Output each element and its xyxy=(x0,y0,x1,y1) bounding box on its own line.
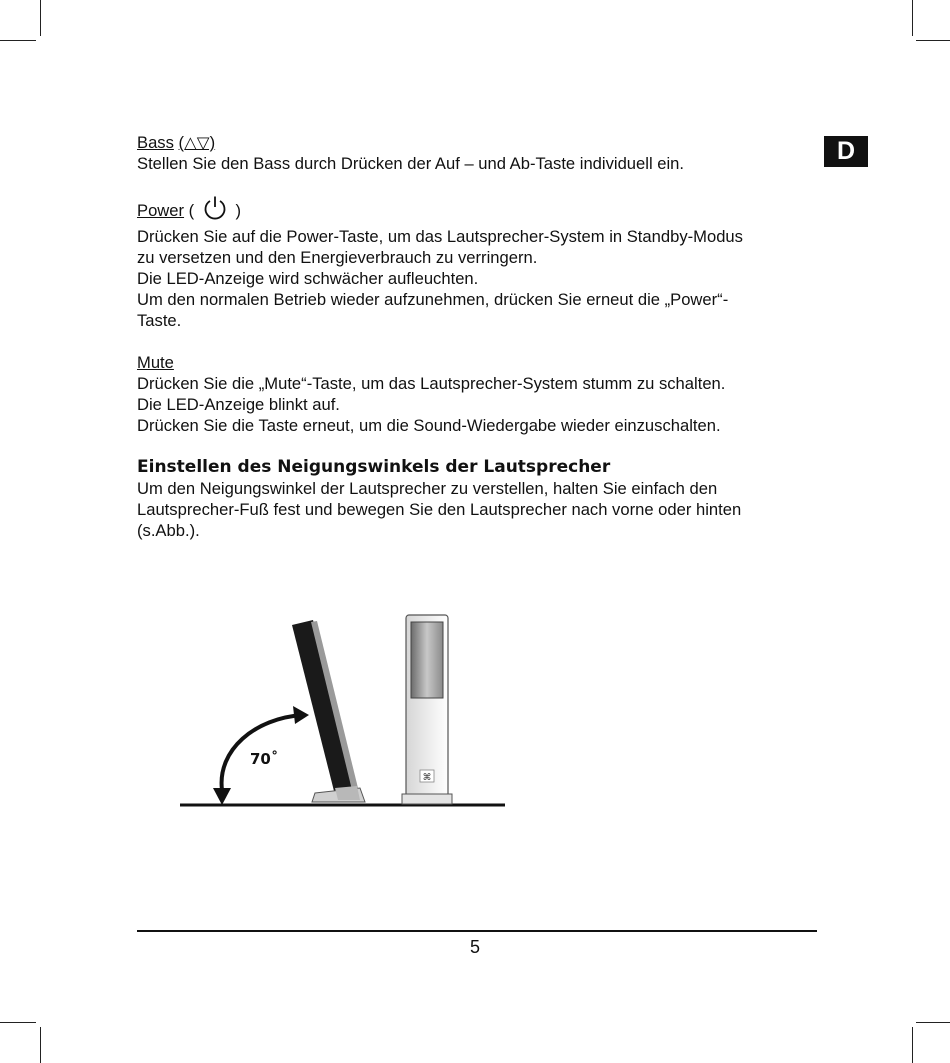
power-line: Die LED-Anzeige wird schwächer aufleuchten. xyxy=(137,269,479,288)
crop-mark xyxy=(40,1027,41,1063)
language-badge: D xyxy=(824,136,868,167)
power-icon xyxy=(202,195,228,226)
svg-text:⌘: ⌘ xyxy=(422,773,432,783)
mute-heading: Mute xyxy=(137,353,174,372)
mute-section xyxy=(137,352,827,436)
tilt-line: (s.Abb.). xyxy=(137,521,200,540)
power-heading: Power xyxy=(137,201,185,220)
crop-mark xyxy=(912,0,913,36)
mute-line: Drücken Sie die Taste erneut, um die Sound-Wiedergabe wieder einzuschalten. xyxy=(137,416,721,435)
crop-mark xyxy=(916,40,950,41)
tilt-line: Lautsprecher-Fuß fest und bewegen Sie den Lautsprecher nach vorne oder hinten xyxy=(137,500,742,519)
power-heading-line xyxy=(137,195,827,226)
angle-label: 70˚ xyxy=(250,750,279,768)
crop-mark xyxy=(0,1022,36,1023)
upright-speaker xyxy=(402,615,452,804)
power-line: zu versetzen und den Energieverbrauch zu verringern. xyxy=(137,248,538,267)
tilted-speaker xyxy=(292,620,365,802)
mute-line: Drücken Sie die „Mute“-Taste, um das Lautsprecher-System stumm zu schalten. xyxy=(137,374,726,393)
power-line: Drücken Sie auf die Power-Taste, um das Lautsprecher-System in Standby-Modus xyxy=(137,227,743,246)
bass-body: Stellen Sie den Bass durch Drücken der Auf – und Ab-Taste individuell ein. xyxy=(137,154,685,173)
footer-rule xyxy=(137,930,817,932)
power-section xyxy=(137,195,827,331)
power-line: Taste. xyxy=(137,311,182,330)
tilt-heading: Einstellen des Neigungswinkels der Lautsprecher xyxy=(137,457,611,477)
tilt-section xyxy=(137,457,827,541)
bass-section xyxy=(137,132,827,174)
page-content xyxy=(137,132,827,562)
power-paren-close: ) xyxy=(235,201,241,220)
crop-mark xyxy=(916,1022,950,1023)
crop-mark xyxy=(0,40,36,41)
power-paren-open: ( xyxy=(188,201,195,220)
mute-line: Die LED-Anzeige blinkt auf. xyxy=(137,395,340,414)
bass-heading: Bass xyxy=(137,133,174,152)
page-number: 5 xyxy=(469,937,480,957)
speaker-tilt-figure xyxy=(175,610,515,820)
mute-heading-line xyxy=(137,352,827,373)
power-line: Um den normalen Betrieb wieder aufzunehmen, drücken Sie erneut die „Power“- xyxy=(137,290,729,309)
crop-mark xyxy=(912,1027,913,1063)
bass-symbols: (△▽) xyxy=(178,133,216,152)
bass-heading-line xyxy=(137,132,827,153)
tilt-line: Um den Neigungswinkel der Lautsprecher zu verstellen, halten Sie einfach den xyxy=(137,479,718,498)
crop-mark xyxy=(40,0,41,36)
